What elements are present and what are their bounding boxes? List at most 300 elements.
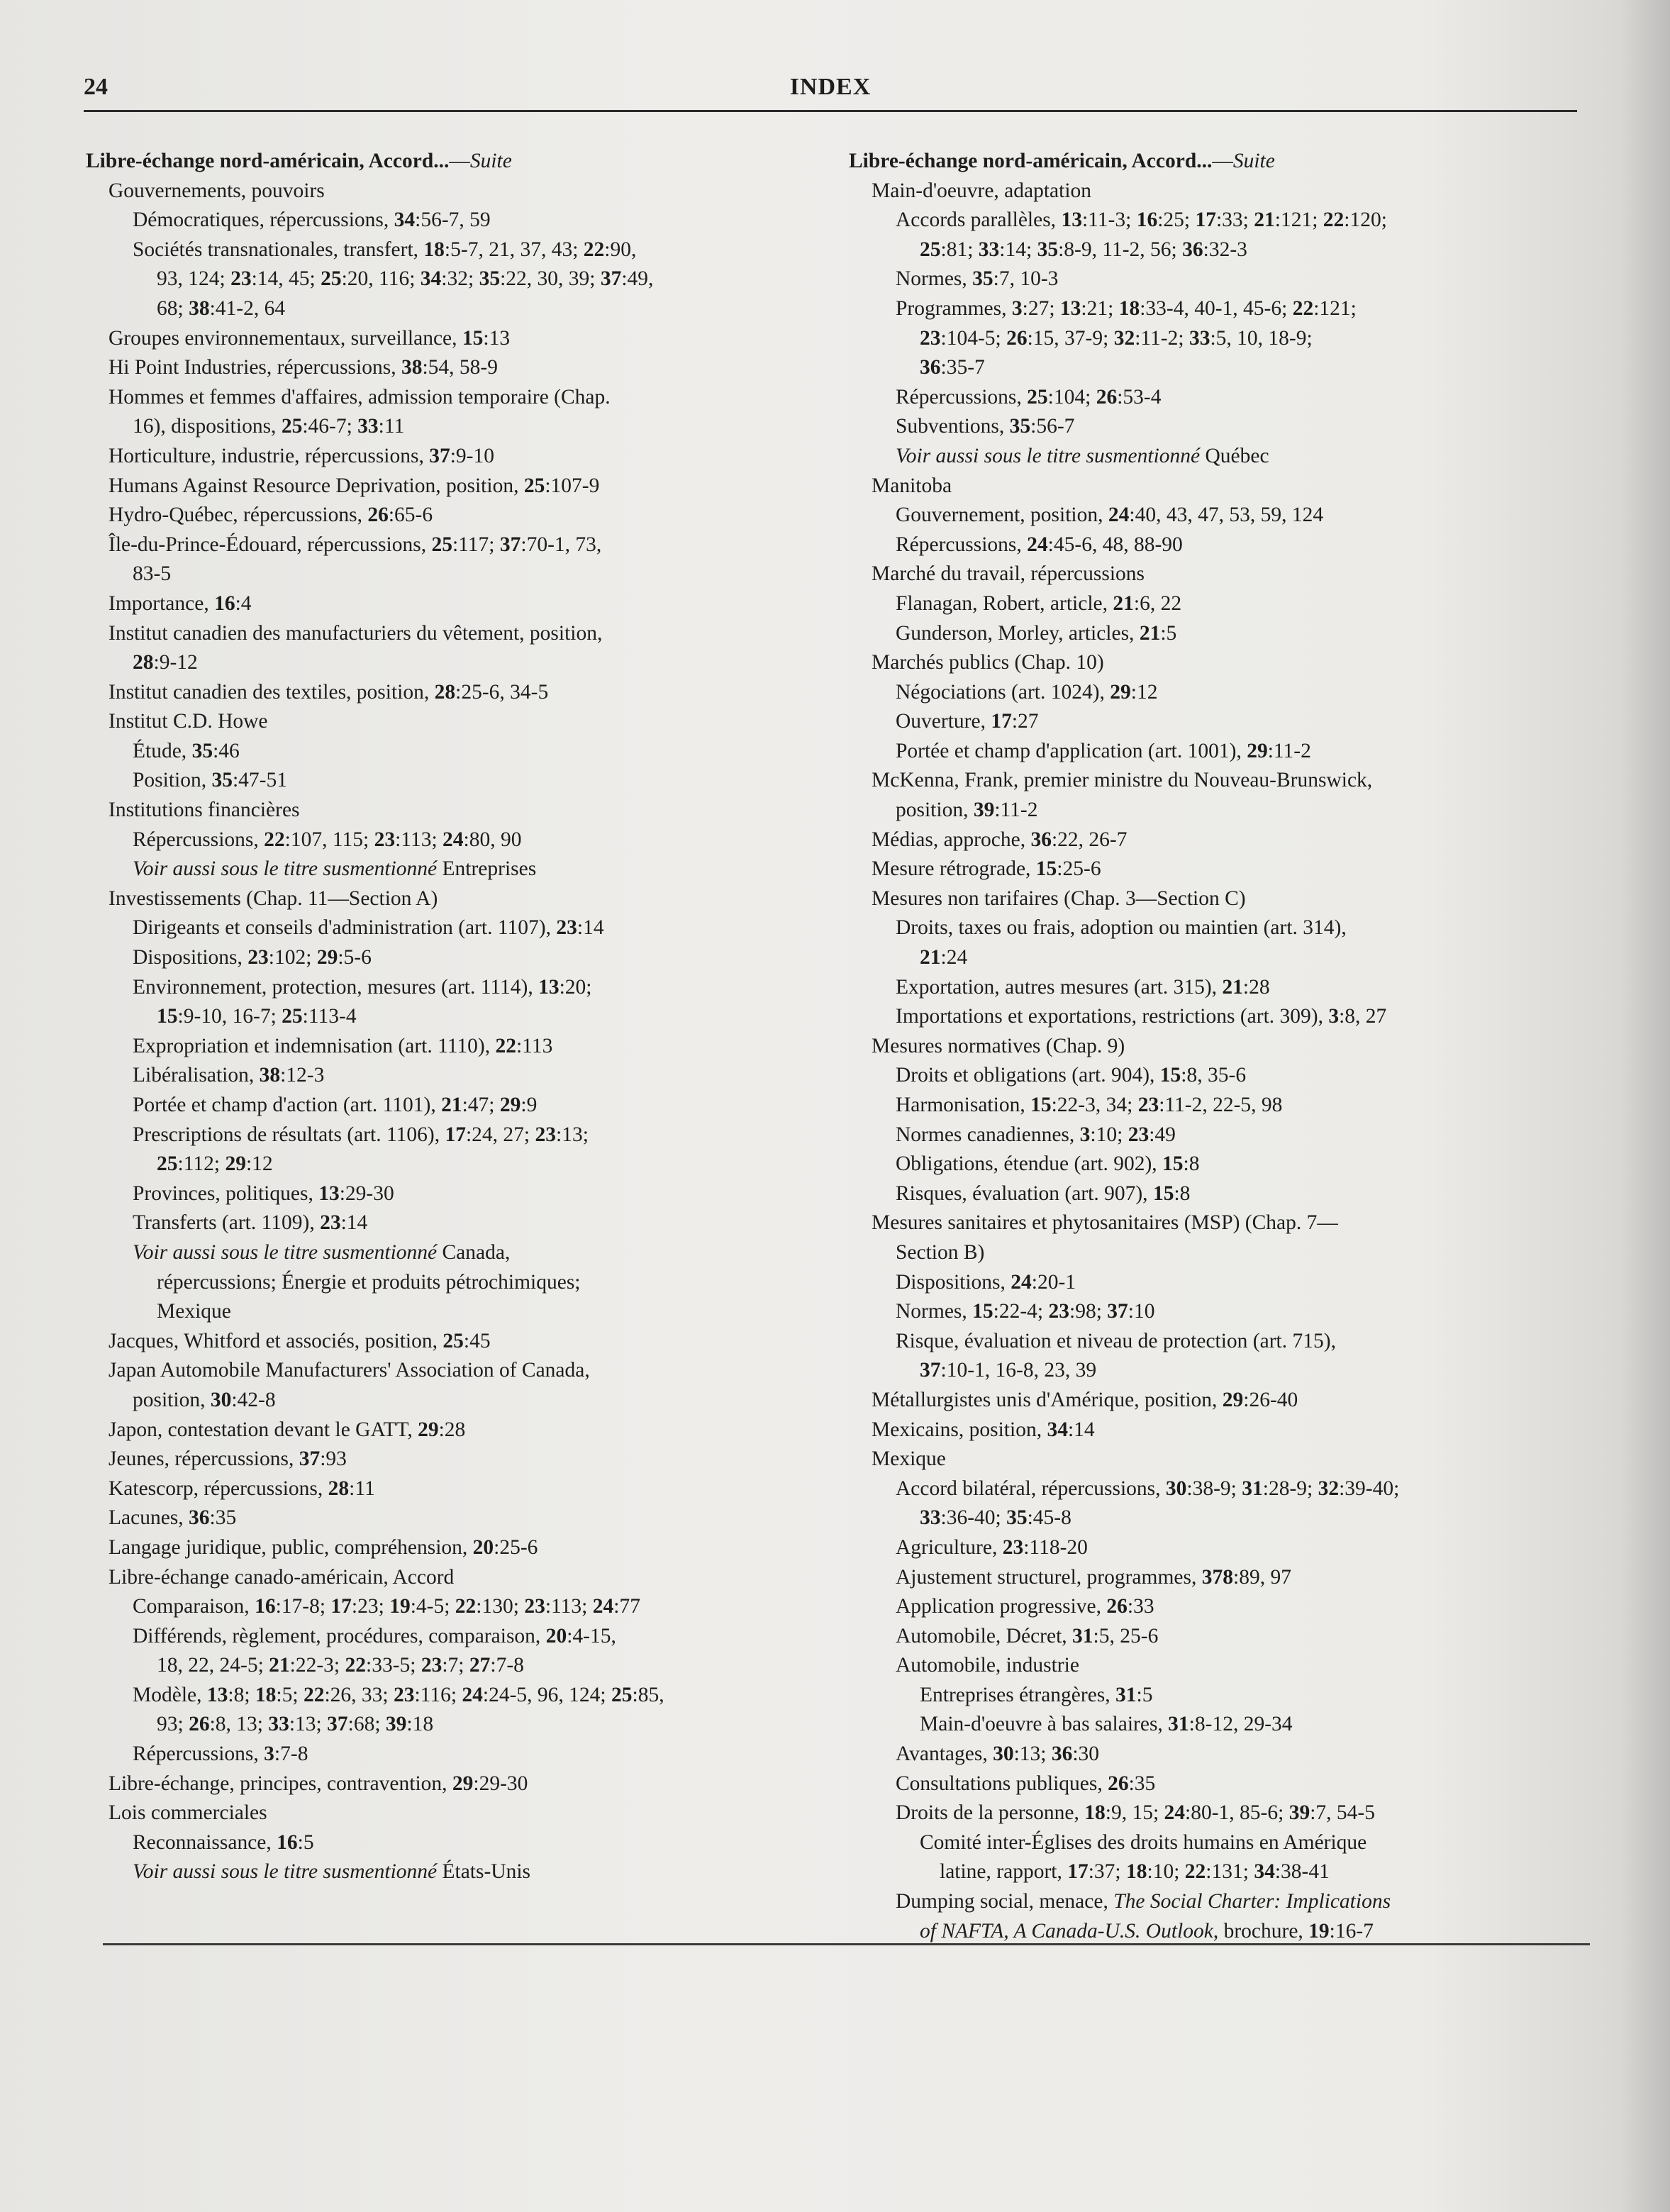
index-line bbox=[86, 1179, 795, 1209]
index-text: :47-51 bbox=[232, 769, 288, 792]
index-text: Investissements (Chap. 11—Section A) bbox=[108, 887, 438, 910]
page-reference-volume: 33 bbox=[920, 1506, 941, 1530]
index-text: Transferts (art. 1109), bbox=[133, 1211, 321, 1235]
page-reference-volume: 15 bbox=[1030, 1094, 1052, 1116]
index-text: Entreprises bbox=[437, 857, 537, 881]
index-text: :46-7; bbox=[302, 415, 358, 438]
index-line bbox=[849, 648, 1579, 678]
index-text: :40, 43, 47, 53, 59, 124 bbox=[1129, 504, 1324, 527]
index-text: :9-10 bbox=[450, 444, 495, 467]
page-reference-volume: 25 bbox=[431, 533, 452, 556]
page-reference-volume: 18 bbox=[1126, 1860, 1147, 1884]
index-line bbox=[849, 1681, 1579, 1711]
page-reference-volume: 22 bbox=[583, 238, 605, 261]
page-reference-volume: 38 bbox=[189, 296, 210, 320]
page-reference-volume: 28 bbox=[434, 680, 456, 704]
index-line bbox=[86, 265, 795, 294]
index-text: :12-3 bbox=[280, 1064, 325, 1087]
page-reference-volume: 31 bbox=[1115, 1683, 1137, 1706]
index-text: Subventions, bbox=[896, 415, 1010, 438]
footer-rule bbox=[103, 1943, 1590, 1945]
index-text: :9, 15; bbox=[1105, 1801, 1164, 1825]
index-text: :35 bbox=[1128, 1772, 1156, 1795]
page-reference-volume: 28 bbox=[133, 651, 154, 674]
index-text: Comparaison, bbox=[133, 1595, 255, 1618]
index-text: :22, 26-7 bbox=[1051, 828, 1128, 851]
page-reference-volume: 17 bbox=[330, 1595, 352, 1618]
index-text: :12 bbox=[1130, 680, 1158, 704]
index-text: :10; bbox=[1147, 1860, 1185, 1884]
index-text: Langage juridique, public, compréhension, bbox=[108, 1535, 473, 1559]
index-text: :38-9; bbox=[1186, 1477, 1242, 1500]
italic-text: Suite bbox=[1232, 150, 1275, 172]
index-text: :28-9; bbox=[1262, 1477, 1318, 1500]
index-text: :25-6 bbox=[1057, 857, 1101, 881]
index-text: :35 bbox=[209, 1506, 237, 1530]
index-text: :38-41 bbox=[1274, 1860, 1330, 1884]
index-text: Mexique bbox=[157, 1300, 231, 1323]
index-text: Automobile, Décret, bbox=[896, 1624, 1073, 1647]
index-text: Institut canadien des manufacturiers du vêtement, position, bbox=[108, 621, 603, 645]
index-line bbox=[86, 796, 795, 826]
index-text: Portée et champ d'action (art. 1101), bbox=[133, 1094, 442, 1116]
page-reference-volume: 22 bbox=[345, 1654, 366, 1677]
index-text: :5 bbox=[1136, 1683, 1153, 1706]
index-line bbox=[86, 1208, 795, 1238]
index-line bbox=[86, 412, 795, 442]
index-text: :4-15, bbox=[567, 1624, 616, 1647]
index-text: :45 bbox=[463, 1329, 491, 1352]
index-text: :113; bbox=[545, 1595, 593, 1618]
index-text: Répercussions, bbox=[896, 385, 1028, 409]
index-text: Droits et obligations (art. 904), bbox=[896, 1064, 1160, 1087]
index-text: :13; bbox=[289, 1713, 328, 1736]
index-text: Agriculture, bbox=[896, 1535, 1003, 1559]
index-text: :5 bbox=[297, 1830, 314, 1854]
page-reference-volume: 34 bbox=[394, 209, 416, 232]
page-reference-volume: 23 bbox=[1048, 1300, 1069, 1323]
page-reference-volume: 29 bbox=[418, 1418, 439, 1441]
index-text: :113; bbox=[395, 828, 443, 851]
page-reference-volume: 36 bbox=[1182, 238, 1203, 261]
page-reference-volume: 13 bbox=[206, 1683, 228, 1706]
page-reference-volume: 35 bbox=[191, 739, 213, 762]
index-line bbox=[849, 442, 1579, 472]
index-line bbox=[86, 294, 795, 324]
index-text: :7; bbox=[442, 1654, 469, 1677]
index-line bbox=[849, 826, 1579, 855]
index-text: :121; bbox=[1313, 296, 1357, 320]
page-reference-volume: 26 bbox=[1106, 1595, 1128, 1618]
index-line bbox=[86, 1356, 795, 1386]
page-reference-volume: 23 bbox=[230, 267, 252, 291]
index-line bbox=[86, 913, 795, 943]
index-text: :23; bbox=[351, 1595, 390, 1618]
index-text: Mesures non tarifaires (Chap. 3—Section C) bbox=[872, 887, 1246, 910]
page-reference-volume: 17 bbox=[445, 1123, 466, 1146]
index-text: Institut C.D. Howe bbox=[108, 710, 268, 733]
index-line bbox=[849, 1268, 1579, 1298]
index-text: Gunderson, Morley, articles, bbox=[896, 621, 1140, 645]
page-reference-volume: 22 bbox=[495, 1034, 516, 1057]
page-reference-volume: 25 bbox=[1027, 385, 1048, 409]
index-line bbox=[86, 560, 795, 589]
index-line bbox=[86, 1474, 795, 1504]
index-text: :5, 25-6 bbox=[1093, 1624, 1159, 1647]
index-text: :8; bbox=[228, 1683, 255, 1706]
index-text: Démocratiques, répercussions, bbox=[133, 209, 394, 232]
page-reference-volume: 37 bbox=[600, 267, 622, 291]
page-reference-volume: 31 bbox=[1168, 1713, 1189, 1736]
index-line bbox=[86, 147, 795, 177]
page-reference-volume: 37 bbox=[429, 444, 450, 467]
index-text: :54, 58-9 bbox=[422, 356, 498, 379]
index-line bbox=[849, 1651, 1579, 1681]
index-line bbox=[86, 1857, 795, 1887]
index-text: Position, bbox=[133, 769, 212, 792]
italic-text: The Social Charter: Implications bbox=[1113, 1890, 1391, 1913]
index-line bbox=[86, 1828, 795, 1858]
index-text: :4 bbox=[235, 591, 252, 615]
index-line bbox=[86, 530, 795, 560]
index-text: :8-12, 29-34 bbox=[1189, 1713, 1293, 1736]
page-reference-volume: 3 bbox=[1328, 1005, 1340, 1028]
index-text: — bbox=[449, 150, 470, 172]
index-line bbox=[86, 619, 795, 649]
index-text: Étude, bbox=[133, 739, 192, 762]
page-reference-volume: 31 bbox=[1242, 1477, 1263, 1500]
page-reference-volume: 24 bbox=[462, 1683, 483, 1706]
page-reference-volume: 33 bbox=[357, 415, 379, 438]
index-line bbox=[849, 1032, 1579, 1062]
index-text: :112; bbox=[177, 1152, 226, 1176]
page-reference-volume: 25 bbox=[611, 1683, 633, 1706]
index-text: :20, 116; bbox=[341, 267, 421, 291]
index-line bbox=[849, 1208, 1579, 1238]
page-title: INDEX bbox=[789, 74, 872, 100]
index-text: Accord bilatéral, répercussions, bbox=[896, 1477, 1166, 1500]
index-line bbox=[849, 1563, 1579, 1593]
index-text: :113 bbox=[516, 1034, 553, 1057]
index-text: :27 bbox=[1011, 710, 1039, 733]
index-text: :37; bbox=[1088, 1860, 1126, 1884]
index-text: :49, bbox=[621, 267, 654, 291]
index-line bbox=[86, 1504, 795, 1533]
page-reference-volume: 15 bbox=[1035, 857, 1057, 881]
page-reference-volume: 22 bbox=[455, 1595, 477, 1618]
page-reference-volume: 33 bbox=[268, 1713, 289, 1736]
page-reference-volume: 16 bbox=[255, 1595, 276, 1618]
page-reference-volume: 15 bbox=[462, 326, 484, 350]
index-text: Ajustement structurel, programmes, bbox=[896, 1565, 1202, 1589]
index-line bbox=[849, 1592, 1579, 1622]
index-text: Flanagan, Robert, article, bbox=[896, 591, 1113, 615]
index-line bbox=[849, 1002, 1579, 1032]
index-line bbox=[849, 1297, 1579, 1327]
index-text: Canada, bbox=[437, 1240, 511, 1264]
index-line bbox=[849, 1533, 1579, 1563]
index-line bbox=[86, 235, 795, 265]
index-line bbox=[849, 796, 1579, 826]
index-line bbox=[849, 383, 1579, 413]
page-reference-volume: 36 bbox=[1030, 828, 1052, 851]
index-line bbox=[849, 1356, 1579, 1386]
index-line bbox=[849, 501, 1579, 530]
page-number: 24 bbox=[84, 74, 108, 100]
page-reference-volume: 24 bbox=[592, 1595, 614, 1618]
page-reference-volume: 25 bbox=[282, 1005, 303, 1028]
index-text: :28 bbox=[438, 1418, 466, 1441]
page-reference-volume: 13 bbox=[1061, 209, 1082, 232]
index-text: latine, rapport, bbox=[940, 1860, 1068, 1884]
index-text: Hommes et femmes d'affaires, admission temporaire (Chap. bbox=[108, 385, 611, 409]
index-text: :39-40; bbox=[1339, 1477, 1400, 1500]
index-text: :11-2; bbox=[1135, 326, 1189, 350]
index-text: McKenna, Frank, premier ministre du Nouveau-Brunswick, bbox=[872, 769, 1373, 792]
index-line bbox=[86, 1386, 795, 1416]
page-reference-volume: 39 bbox=[1288, 1801, 1310, 1825]
page-reference-volume: 35 bbox=[1037, 238, 1059, 261]
index-line bbox=[86, 1150, 795, 1179]
index-text: :11-2, 22-5, 98 bbox=[1159, 1094, 1283, 1116]
page-reference-volume: 35 bbox=[1009, 415, 1031, 438]
index-line bbox=[86, 442, 795, 472]
page-reference-volume: 21 bbox=[269, 1654, 290, 1677]
index-line bbox=[86, 1533, 795, 1563]
index-text: :36-40; bbox=[940, 1506, 1007, 1530]
page-reference-volume: 18 bbox=[423, 238, 445, 261]
index-line bbox=[86, 855, 795, 884]
index-line bbox=[86, 1091, 795, 1121]
index-line bbox=[849, 412, 1579, 442]
index-line bbox=[86, 678, 795, 708]
index-line bbox=[86, 1032, 795, 1062]
page-reference-volume: 31 bbox=[1072, 1624, 1093, 1647]
index-line bbox=[86, 1327, 795, 1357]
index-line bbox=[849, 235, 1579, 265]
page-reference-volume: 32 bbox=[1318, 1477, 1340, 1500]
index-text: Portée et champ d'application (art. 1001), bbox=[896, 739, 1247, 762]
index-text: 18, 22, 24-5; bbox=[157, 1654, 269, 1677]
index-line bbox=[849, 206, 1579, 235]
index-line bbox=[86, 501, 795, 530]
page-reference-volume: 3 bbox=[1079, 1123, 1091, 1146]
index-text: Application progressive, bbox=[896, 1595, 1107, 1618]
index-text: :77 bbox=[613, 1595, 640, 1618]
index-text: :107-9 bbox=[545, 474, 600, 497]
index-text: :11-3; bbox=[1081, 209, 1137, 232]
index-text: :56-7 bbox=[1030, 415, 1075, 438]
index-text: :5-6 bbox=[338, 946, 372, 969]
index-text: :56-7, 59 bbox=[415, 209, 491, 232]
index-column-right bbox=[849, 147, 1579, 1946]
index-text: Métallurgistes unis d'Amérique, position, bbox=[872, 1388, 1223, 1411]
index-line bbox=[849, 855, 1579, 884]
page-reference-volume: 22 bbox=[1292, 296, 1314, 320]
page-reference-volume: 22 bbox=[1323, 209, 1345, 232]
page-reference-volume: 23 bbox=[556, 916, 577, 940]
index-text: Environnement, protection, mesures (art. 1114), bbox=[133, 975, 539, 999]
page-reference-volume: 36 bbox=[1051, 1743, 1073, 1766]
index-text: Normes, bbox=[896, 1300, 973, 1323]
index-text: :47; bbox=[462, 1094, 500, 1116]
page-reference-volume: 39 bbox=[973, 799, 995, 822]
index-line bbox=[86, 884, 795, 914]
page-reference-volume: 25 bbox=[442, 1329, 464, 1352]
page-reference-volume: 29 bbox=[1222, 1388, 1244, 1411]
index-text: Prescriptions de résultats (art. 1106), bbox=[133, 1123, 445, 1146]
index-text: :70-1, 73, bbox=[521, 533, 602, 556]
index-text: :80-1, 85-6; bbox=[1185, 1801, 1289, 1825]
index-text: Expropriation et indemnisation (art. 1110), bbox=[133, 1034, 496, 1057]
index-text: :65-6 bbox=[388, 504, 433, 527]
page-reference-volume: 37 bbox=[299, 1447, 321, 1471]
index-text: Horticulture, industrie, répercussions, bbox=[108, 444, 430, 467]
index-text: Institutions financières bbox=[108, 799, 300, 822]
index-text: :81; bbox=[940, 238, 979, 261]
index-line bbox=[86, 1622, 795, 1652]
page-reference-volume: 26 bbox=[189, 1713, 210, 1736]
index-text: :11 bbox=[349, 1477, 375, 1500]
index-text: :30 bbox=[1072, 1743, 1100, 1766]
index-line bbox=[86, 648, 795, 678]
page-reference-volume: 23 bbox=[320, 1211, 341, 1235]
index-text: :8, 13; bbox=[209, 1713, 269, 1736]
index-text: :104-5; bbox=[940, 326, 1007, 350]
index-text: :121; bbox=[1274, 209, 1323, 232]
index-text: :68; bbox=[347, 1713, 386, 1736]
page-reference-volume: 32 bbox=[1113, 326, 1135, 350]
index-line bbox=[86, 766, 795, 796]
index-text: :25-6 bbox=[494, 1535, 538, 1559]
index-text: :11-2 bbox=[1267, 739, 1311, 762]
index-line bbox=[849, 1416, 1579, 1445]
index-text: Section B) bbox=[896, 1240, 985, 1264]
page-reference-volume: 37 bbox=[327, 1713, 348, 1736]
index-text: Hi Point Industries, répercussions, bbox=[108, 356, 401, 379]
index-line bbox=[849, 766, 1579, 796]
page-reference-volume: 20 bbox=[472, 1535, 494, 1559]
index-line bbox=[86, 1681, 795, 1711]
index-text: :102; bbox=[268, 946, 317, 969]
page-reference-volume: 16 bbox=[277, 1830, 298, 1854]
index-line bbox=[849, 472, 1579, 501]
page-reference-volume: 13 bbox=[538, 975, 560, 999]
index-text: :9-10, 16-7; bbox=[177, 1005, 282, 1028]
index-text: 16), dispositions, bbox=[133, 415, 282, 438]
index-text: Lois commerciales bbox=[108, 1801, 267, 1825]
page-reference-volume: 23 bbox=[1128, 1123, 1149, 1146]
index-text: :14 bbox=[577, 916, 604, 940]
index-line bbox=[86, 472, 795, 501]
page-reference-volume: 17 bbox=[1067, 1860, 1089, 1884]
page-reference-volume: 23 bbox=[393, 1683, 415, 1706]
page-reference-volume: 25 bbox=[157, 1152, 178, 1176]
italic-text: Voir aussi sous le titre susmentionné bbox=[133, 857, 438, 881]
index-text: Consultations publiques, bbox=[896, 1772, 1108, 1795]
index-column-left bbox=[86, 147, 795, 1887]
index-text: :5; bbox=[276, 1683, 304, 1706]
index-text: Mesure rétrograde, bbox=[872, 857, 1036, 881]
index-text: :29-30 bbox=[339, 1182, 394, 1205]
index-text: Accords parallèles, bbox=[896, 209, 1062, 232]
index-text: :46 bbox=[213, 739, 240, 762]
index-line bbox=[86, 1268, 795, 1298]
index-text: :9 bbox=[521, 1094, 538, 1116]
index-text: Mesures normatives (Chap. 9) bbox=[872, 1034, 1125, 1057]
index-text: Normes, bbox=[896, 267, 973, 291]
page-reference-volume: 35 bbox=[211, 769, 233, 792]
page-reference-volume: 29 bbox=[452, 1772, 474, 1795]
index-text: Exportation, autres mesures (art. 315), bbox=[896, 975, 1223, 999]
index-text: Automobile, industrie bbox=[896, 1654, 1079, 1677]
index-text: — bbox=[1212, 150, 1233, 172]
page-reference-volume: 38 bbox=[401, 356, 423, 379]
page-reference-volume: 23 bbox=[1137, 1094, 1159, 1116]
page-reference-volume: 24 bbox=[1164, 1801, 1186, 1825]
page-reference-volume: 23 bbox=[421, 1654, 442, 1677]
index-text: Droits de la personne, bbox=[896, 1801, 1085, 1825]
index-text: Dispositions, bbox=[133, 946, 248, 969]
index-line bbox=[86, 1769, 795, 1799]
index-line bbox=[849, 1887, 1579, 1917]
index-text: Obligations, étendue (art. 902), bbox=[896, 1152, 1163, 1176]
index-line bbox=[849, 1179, 1579, 1209]
page-reference-volume: 25 bbox=[523, 474, 545, 497]
index-text: :13; bbox=[1013, 1743, 1052, 1766]
index-text: :16-7 bbox=[1329, 1919, 1374, 1943]
page-reference-volume: 36 bbox=[189, 1506, 210, 1530]
index-text: :22-3, 34; bbox=[1051, 1094, 1138, 1116]
index-text: :8 bbox=[1174, 1182, 1191, 1205]
index-text: :32-3 bbox=[1203, 238, 1247, 261]
index-text: :26-40 bbox=[1243, 1388, 1298, 1411]
index-line bbox=[86, 1445, 795, 1474]
index-text: :107, 115; bbox=[284, 828, 374, 851]
index-line bbox=[86, 1416, 795, 1445]
index-text: :26, 33; bbox=[324, 1683, 394, 1706]
index-line bbox=[849, 1474, 1579, 1504]
page-reference-volume: 23 bbox=[1002, 1535, 1024, 1559]
index-text: Mexicains, position, bbox=[872, 1418, 1047, 1441]
page-reference-volume: 26 bbox=[367, 504, 389, 527]
index-line bbox=[849, 1150, 1579, 1179]
page-reference-volume: 22 bbox=[1184, 1860, 1206, 1884]
index-text: :14 bbox=[340, 1211, 368, 1235]
index-text: Japan Automobile Manufacturers' Association of Canada, bbox=[108, 1359, 590, 1382]
page-reference-volume: 21 bbox=[1222, 975, 1243, 999]
index-line bbox=[86, 943, 795, 973]
page-reference-volume: 15 bbox=[972, 1300, 993, 1323]
index-text: :5 bbox=[1160, 621, 1177, 645]
index-text: Main-d'oeuvre à bas salaires, bbox=[920, 1713, 1169, 1736]
index-text: Droits, taxes ou frais, adoption ou maintien (art. 314), bbox=[896, 916, 1347, 940]
index-line bbox=[849, 1386, 1579, 1416]
page-reference-volume: 16 bbox=[1136, 209, 1158, 232]
index-text: :22-3; bbox=[289, 1654, 345, 1677]
page-reference-volume: 35 bbox=[972, 267, 993, 291]
index-text: 93, 124; bbox=[157, 267, 231, 291]
page-reference-volume: 29 bbox=[1247, 739, 1268, 762]
index-line bbox=[86, 206, 795, 235]
index-text: :41-2, 64 bbox=[209, 296, 286, 320]
index-text: Gouvernement, position, bbox=[896, 504, 1108, 527]
page-reference-volume: 23 bbox=[524, 1595, 545, 1618]
page-reference-volume: 28 bbox=[328, 1477, 350, 1500]
page-reference-volume: 23 bbox=[374, 828, 396, 851]
index-line bbox=[86, 973, 795, 1003]
index-text: :12 bbox=[245, 1152, 273, 1176]
